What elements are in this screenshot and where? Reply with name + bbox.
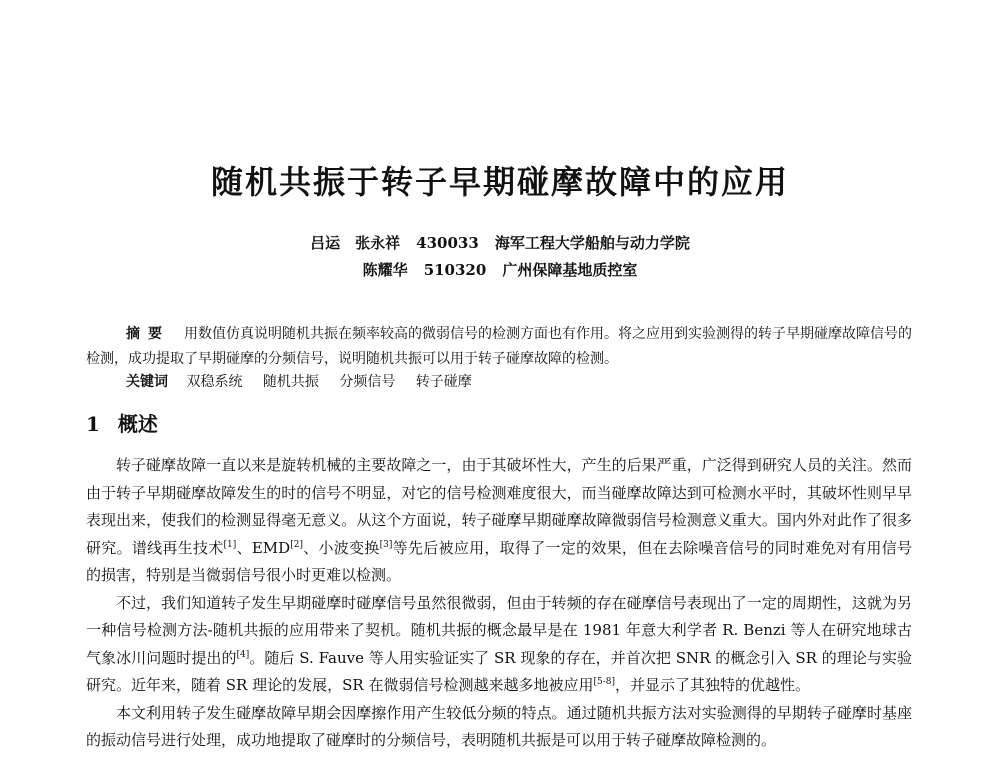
paragraph (86, 452, 912, 590)
section-title: 概述 (117, 412, 158, 436)
abstract (86, 322, 912, 372)
text-run: 。随后 S. Fauve 等人用实验证实了 SR 现象的存在，并首次把 SNR 的概念引入 SR 的理论与实验研究。近年来，随着 SR 理论的发展，SR 在微弱信号检测越来越多地被应用 (86, 648, 912, 694)
section-heading (86, 408, 158, 437)
paper-title: 随机共振于转子早期碰摩故障中的应用 (210, 163, 789, 201)
paragraph (86, 700, 912, 755)
author-postcode: 430033 (416, 234, 479, 252)
keywords (126, 371, 488, 391)
paragraph (86, 590, 912, 700)
abstract-label: 摘要 (126, 326, 170, 342)
section-number: 1 (86, 412, 100, 436)
citation-ref: [4] (236, 649, 250, 660)
author-postcode: 510320 (423, 261, 487, 279)
text-run: 、EMD (236, 538, 291, 557)
citation-ref: [5-8] (593, 677, 615, 687)
citation-ref: [3] (379, 539, 393, 550)
keyword: 双稳系统 (186, 374, 243, 390)
text-run: 等先后被应用，取得了一定的效果，但在去除噪音信号的同时难免对有用信号的损害，特别是当微弱信号很小时更难以检测。 (86, 538, 912, 584)
text-run: 不过，我们知道转子发生早期碰摩时碰摩信号虽然很微弱，但由于转频的存在碰摩信号表现出了一定的周期性，这就为另一种信号检测方法-随机共振的应用带来了契机。随机共振的概念最早是在 1981 年意大利学者 R. Benzi 等人在研究地球古气象冰川问题时提出的 (86, 593, 912, 667)
text-run: 、小波变换 (302, 538, 380, 557)
text-run: 本文利用转子发生碰摩故障早期会因摩擦作用产生较低分频的特点。通过随机共振方法对实验测得的早期转子碰摩时基座的振动信号进行处理，成功地提取了碰摩时的分频信号，表明随机共振是可以用于转子碰摩故障检测的。 (86, 703, 912, 749)
keyword: 随机共振 (262, 374, 319, 390)
author-affiliation: 广州保障基地质控室 (502, 261, 638, 279)
author-names: 陈耀华 (362, 261, 408, 279)
author-names: 吕运 张永祥 (310, 234, 401, 252)
keywords-label: 关键词 (126, 374, 168, 390)
text-run: ，并显示了其独特的优越性。 (614, 676, 810, 694)
citation-ref: [2] (290, 539, 303, 550)
citation-ref: [1] (223, 539, 237, 550)
author-line-2 (0, 259, 1000, 280)
author-line-1 (0, 232, 1000, 253)
text-run: 转子碰摩故障一直以来是旋转机械的主要故障之一，由于其破坏性大，产生的后果严重，广泛得到研究人员的关注。然而由于转子早期碰摩故障发生的时的信号不明显，对它的信号检测难度很大，而当碰摩故障达到可检测水平时，其破坏性则早早表现出来，使我们的检测显得毫无意义。从这个方面说，转子碰摩早期碰摩故障微弱信号检测意义重大。国内外对此作了很多研究。谱线再生技术 (86, 456, 912, 557)
body-text (86, 452, 912, 755)
keyword: 分频信号 (339, 374, 396, 390)
abstract-text: 用数值仿真说明随机共振在频率较高的微弱信号的检测方面也有作用。将之应用到实验测得的转子早期碰摩故障信号的检测，成功提取了早期碰摩的分频信号，说明随机共振可以用于转子碰摩故障的检测。 (86, 326, 912, 367)
author-affiliation: 海军工程大学船舶与动力学院 (494, 234, 690, 252)
keyword: 转子碰摩 (415, 374, 472, 390)
